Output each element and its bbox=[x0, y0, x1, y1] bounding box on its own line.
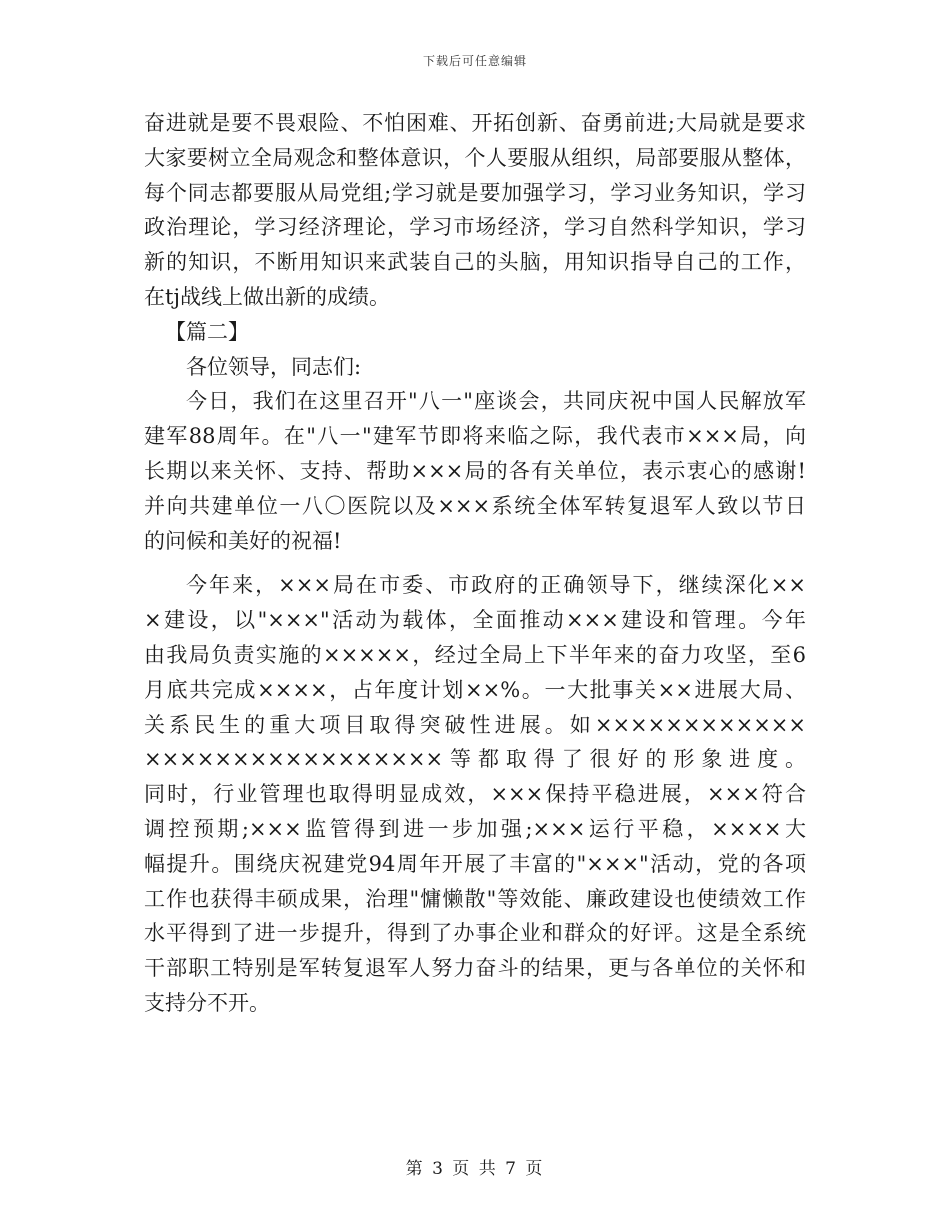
text-line: 干部职工特别是军转复退军人努力奋斗的结果，更与各单位的关怀和 bbox=[144, 956, 806, 981]
text-line: 幅提升。围绕庆祝建党94周年开展了丰富的"×××"活动，党的各项 bbox=[144, 851, 806, 876]
section-title: 【篇二】 bbox=[165, 319, 249, 344]
paragraph-3 bbox=[144, 568, 806, 1020]
text-line: 每个同志都要服从局党组;学习就是要加强学习，学习业务知识，学习 bbox=[144, 180, 806, 205]
text-line: 政治理论，学习经济理论，学习市场经济，学习自然科学知识，学习 bbox=[144, 215, 806, 240]
text-line: 今年来，×××局在市委、市政府的正确领导下，继续深化×× bbox=[186, 573, 806, 598]
page-number: 第 3 页 共 7 页 bbox=[405, 1159, 545, 1179]
text-line: 月底共完成××××，占年度计划××%。一大批事关××进展大局、 bbox=[144, 677, 806, 702]
text-line: 今日，我们在这里召开"八一"座谈会，共同庆祝中国人民解放军 bbox=[186, 389, 806, 414]
text-line: 支持分不开。 bbox=[144, 990, 270, 1015]
paragraph-gap bbox=[144, 558, 806, 568]
page-header: 下载后可任意编辑 bbox=[422, 54, 527, 68]
text-line: 长期以来关怀、支持、帮助×××局的各有关单位，表示衷心的感谢! bbox=[144, 458, 806, 483]
text-line: 新的知识，不断用知识来武装自己的头脑，用知识指导自己的工作， bbox=[144, 250, 806, 275]
text-line: ×××××××××××××××××等都取得了很好的形象进度。 bbox=[144, 747, 806, 772]
text-line: 调控预期;×××监管得到进一步加强;×××运行平稳，××××大 bbox=[144, 816, 806, 841]
salutation: 各位领导，同志们: bbox=[186, 354, 362, 379]
text-line: 水平得到了进一步提升，得到了办事企业和群众的好评。这是全系统 bbox=[144, 921, 806, 946]
text-line: 在tj战线上做出新的成绩。 bbox=[144, 284, 390, 309]
text-line: 关系民生的重大项目取得突破性进展。如×××××××××××× bbox=[144, 712, 806, 737]
paragraph-1 bbox=[144, 106, 806, 315]
text-line: ×建设，以"×××"活动为载体，全面推动×××建设和管理。今年 bbox=[144, 608, 806, 633]
text-line: 建军88周年。在"八一"建军节即将来临之际，我代表市×××局，向 bbox=[144, 424, 806, 449]
paragraph-2 bbox=[144, 384, 806, 558]
text-line: 由我局负责实施的×××××，经过全局上下半年来的奋力攻坚，至6 bbox=[144, 642, 806, 667]
text-line: 工作也获得丰硕成果，治理"慵懒散"等效能、廉政建设也使绩效工作 bbox=[144, 886, 806, 911]
text-line: 大家要树立全局观念和整体意识，个人要服从组织，局部要服从整体， bbox=[144, 145, 806, 170]
text-line: 并向共建单位一八〇医院以及×××系统全体军转复退军人致以节日 bbox=[144, 493, 806, 518]
text-line: 的问候和美好的祝福! bbox=[144, 528, 342, 553]
text-line: 同时，行业管理也取得明显成效，×××保持平稳进展，×××符合 bbox=[144, 782, 806, 807]
text-line: 奋进就是要不畏艰险、不怕困难、开拓创新、奋勇前进;大局就是要求 bbox=[144, 111, 806, 135]
document-body bbox=[144, 106, 806, 1021]
